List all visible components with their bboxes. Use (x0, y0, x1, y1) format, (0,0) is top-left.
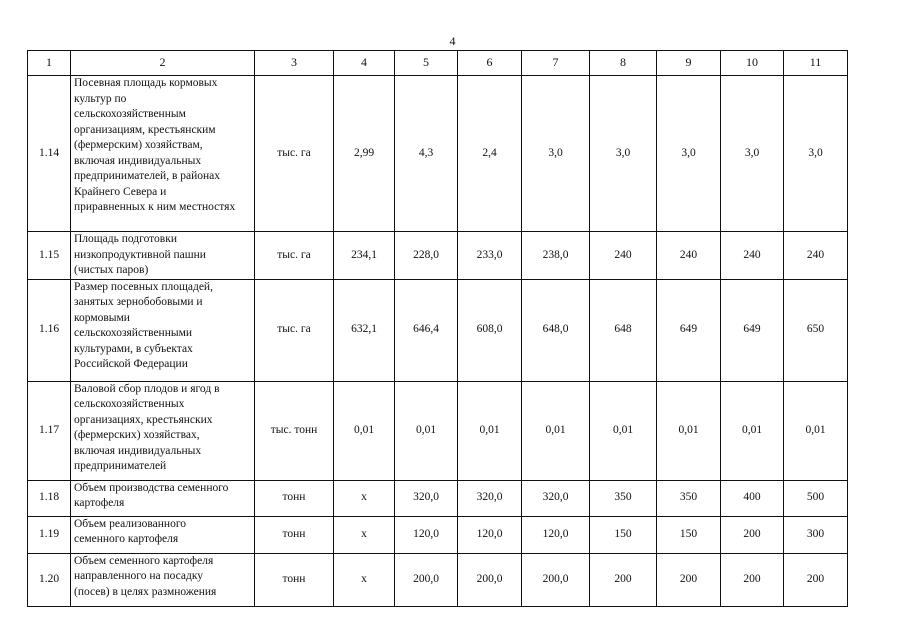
column-number-cell: 3 (255, 51, 334, 76)
unit-cell: тонн (255, 480, 334, 516)
value-cell: 0,01 (522, 381, 590, 480)
value-cell: 0,01 (784, 381, 848, 480)
page-number: 4 (449, 34, 456, 48)
value-cell: 646,4 (395, 279, 458, 381)
value-cell: 240 (721, 232, 784, 280)
table-row (28, 232, 848, 280)
indicator-name-cell: Объем семенного картофеля направленного на посадку (посев) в целях размножения (71, 553, 255, 606)
value-cell: 228,0 (395, 232, 458, 280)
value-cell: 3,0 (590, 76, 657, 232)
value-cell: 120,0 (522, 516, 590, 553)
value-cell: 350 (590, 480, 657, 516)
value-cell: 200,0 (522, 553, 590, 606)
value-cell: 200 (590, 553, 657, 606)
table-row (28, 516, 848, 553)
value-cell: 632,1 (334, 279, 395, 381)
value-cell: 150 (590, 516, 657, 553)
row-number-cell: 1.15 (28, 232, 71, 280)
value-cell: 200 (721, 553, 784, 606)
value-cell: 0,01 (334, 381, 395, 480)
column-number-cell: 11 (784, 51, 848, 76)
table-row (28, 279, 848, 381)
column-number-cell: 10 (721, 51, 784, 76)
value-cell: 2,99 (334, 76, 395, 232)
table-row (28, 76, 848, 232)
value-cell: 120,0 (458, 516, 522, 553)
value-cell: 200 (721, 516, 784, 553)
value-cell: 233,0 (458, 232, 522, 280)
table-row (28, 381, 848, 480)
column-number-cell: 9 (657, 51, 721, 76)
indicator-name-cell: Объем производства семенного картофеля (71, 480, 255, 516)
value-cell: 300 (784, 516, 848, 553)
value-cell: 320,0 (458, 480, 522, 516)
value-cell: 649 (721, 279, 784, 381)
value-cell: 4,3 (395, 76, 458, 232)
unit-cell: тыс. га (255, 76, 334, 232)
value-cell: 648 (590, 279, 657, 381)
column-number-cell: 7 (522, 51, 590, 76)
value-cell: 500 (784, 480, 848, 516)
row-number-cell: 1.19 (28, 516, 71, 553)
unit-cell: тыс. тонн (255, 381, 334, 480)
value-cell: х (334, 553, 395, 606)
unit-cell: тонн (255, 553, 334, 606)
indicator-name-cell: Валовой сбор плодов и ягод в сельскохозяйственных организациях, крестьянских (фермерских) хозяйствах, включая индивидуальных предпринимателей (71, 381, 255, 480)
value-cell: 320,0 (522, 480, 590, 516)
row-number-cell: 1.20 (28, 553, 71, 606)
value-cell: 200 (784, 553, 848, 606)
row-number-cell: 1.18 (28, 480, 71, 516)
value-cell: 0,01 (721, 381, 784, 480)
indicator-name-cell: Площадь подготовки низкопродуктивной пашни (чистых паров) (71, 232, 255, 280)
value-cell: 3,0 (721, 76, 784, 232)
indicator-name-cell: Объем реализованного семенного картофеля (71, 516, 255, 553)
value-cell: 240 (590, 232, 657, 280)
value-cell: 150 (657, 516, 721, 553)
value-cell: 350 (657, 480, 721, 516)
indicator-name-cell: Посевная площадь кормовых культур по сельскохозяйственным организациям, крестьянским (фермерским) хозяйствам, включая индивидуальных предпринимателей, в районах Крайнего Севера и приравненных к ним местностях (71, 76, 255, 232)
value-cell: 240 (784, 232, 848, 280)
value-cell: 0,01 (590, 381, 657, 480)
value-cell: 120,0 (395, 516, 458, 553)
value-cell: 200 (657, 553, 721, 606)
value-cell: 400 (721, 480, 784, 516)
row-number-cell: 1.16 (28, 279, 71, 381)
value-cell: 608,0 (458, 279, 522, 381)
column-number-cell: 8 (590, 51, 657, 76)
value-cell: 320,0 (395, 480, 458, 516)
value-cell: 648,0 (522, 279, 590, 381)
value-cell: 200,0 (395, 553, 458, 606)
value-cell: 234,1 (334, 232, 395, 280)
value-cell: 3,0 (522, 76, 590, 232)
column-number-cell: 1 (28, 51, 71, 76)
value-cell: 3,0 (657, 76, 721, 232)
indicators-table (27, 50, 848, 607)
column-number-cell: 6 (458, 51, 522, 76)
value-cell: 240 (657, 232, 721, 280)
value-cell: 2,4 (458, 76, 522, 232)
value-cell: х (334, 516, 395, 553)
row-number-cell: 1.17 (28, 381, 71, 480)
value-cell: 238,0 (522, 232, 590, 280)
table-row (28, 480, 848, 516)
value-cell: х (334, 480, 395, 516)
value-cell: 0,01 (395, 381, 458, 480)
value-cell: 200,0 (458, 553, 522, 606)
indicator-name-cell: Размер посевных площадей, занятых зернобобовыми и кормовыми сельскохозяйственными культурами, в субъектах Российской Федерации (71, 279, 255, 381)
value-cell: 0,01 (458, 381, 522, 480)
row-number-cell: 1.14 (28, 76, 71, 232)
value-cell: 3,0 (784, 76, 848, 232)
column-number-cell: 5 (395, 51, 458, 76)
unit-cell: тыс. га (255, 279, 334, 381)
unit-cell: тонн (255, 516, 334, 553)
value-cell: 0,01 (657, 381, 721, 480)
unit-cell: тыс. га (255, 232, 334, 280)
column-number-cell: 2 (71, 51, 255, 76)
table-row (28, 553, 848, 606)
value-cell: 649 (657, 279, 721, 381)
value-cell: 650 (784, 279, 848, 381)
column-number-cell: 4 (334, 51, 395, 76)
header-row (28, 51, 848, 76)
